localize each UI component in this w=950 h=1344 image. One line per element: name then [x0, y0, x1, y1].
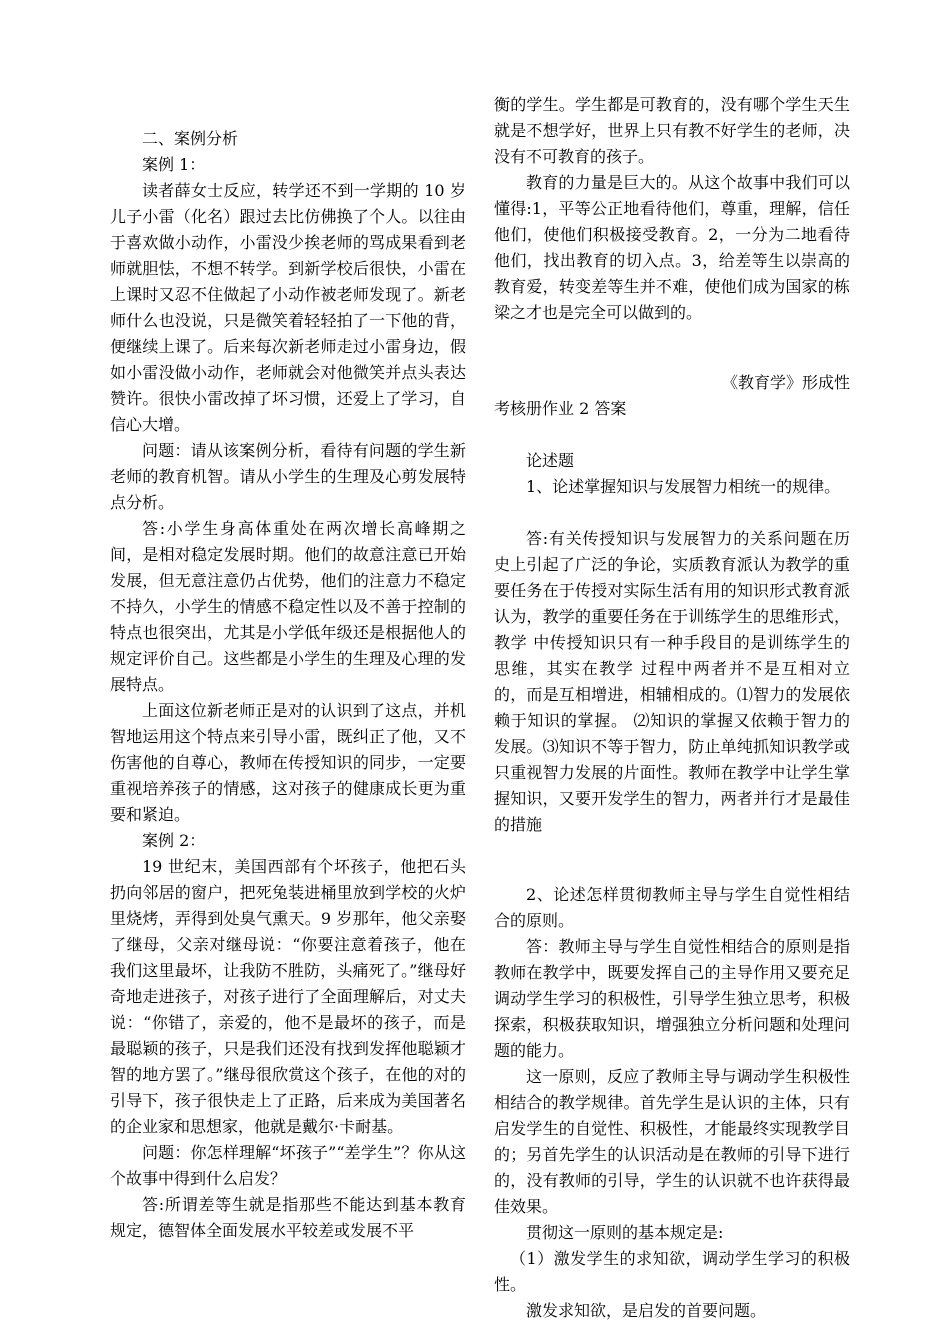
homework-title-line-1: 《教育学》形成性	[721, 373, 850, 392]
answer-2-item-1: （1）激发学生的求知欲，调动学生学习的积极性。	[494, 1249, 850, 1294]
case2-answer-continued: 衡的学生。学生都是可教育的，没有哪个学生天生就是不想学好，世界上只有教不好学生的老师，决没有不可教育的孩子。	[494, 95, 850, 166]
case1-answer: 答:小学生身高体重处在两次增长高峰期之间，是相对稳定发展时期。他们的故意注意已开始发展，但无意注意仍占优势，他们的注意力不稳定不持久，小学生的情感不稳定性以及不善于控制的特点也很突出，尤其是小学低年级还是根据他人的规定评价自己。这些都是小学生的生理及心理的发展特点。	[110, 519, 466, 694]
case1-story: 读者薛女士反应，转学还不到一学期的 10 岁儿子小雷（化名）跟过去比仿佛换了个人。以往由于喜欢做小动作，小雷没少挨老师的骂成果看到老师就胆怯，不想不转学。到新学校后很快，小雷在上课时又忍不住做起了小动作被老师发现了。新老师什么也没说，只是微笑着轻轻拍了一下他的背，便继续上课了。后来每次新老师走过小雷身边，假如小雷没做小动作，老师就会对他微笑并点头表达赞许。很快小雷改掉了坏习惯，还爱上了学习，自信心大增。	[110, 181, 466, 434]
case1-answer-continued: 上面这位新老师正是对的认识到了这点，并机智地运用这个特点来引导小雷，既纠正了他，又不伤害他的自尊心，教师在传授知识的同步，一定要重视培养孩子的情感，这对孩子的健康成长更为重要和紧迫。	[110, 701, 466, 824]
right-column	[494, 92, 850, 1324]
homework-title-line-2: 考核册作业 2 答案	[494, 399, 627, 418]
question-1: 1、论述掌握知识与发展智力相统一的规律。	[526, 477, 841, 496]
answer-2-paragraph-4: 激发求知欲，是启发的首要问题。	[526, 1301, 767, 1320]
section-title: 二、案例分析	[142, 129, 239, 148]
essay-heading: 论述题	[526, 451, 575, 470]
answer-2: 答：教师主导与学生自觉性相结合的原则是指教师在教学中，既要发挥自己的主导作用又要充足调动学生学习的积极性，引导学生独立思考，积极探索，积极获取知识，增强独立分析问题和处理问题的能力。	[494, 937, 850, 1060]
answer-2-paragraph-2: 这一原则，反应了教师主导与调动学生积极性相结合的教学规律。首先学生是认识的主体，只有启发学生的自觉性、积极性，才能最终实现教学目的；另首先学生的认识活动是在教师的引导下进行的，没有教师的引导，学生的认识就不也许获得最佳效果。	[494, 1067, 850, 1216]
case2-answer-paragraph-2: 教育的力量是巨大的。从这个故事中我们可以懂得:1，平等公正地看待他们，尊重，理解，信任他们，使他们积极接受教育。2，一分为二地看待他们，找出教育的切入点。3，给差等生以崇高的教育爱，转变差等生并不难，使他们成为国家的栋梁之才也是完全可以做到的。	[494, 173, 850, 322]
case2-label: 案例 2：	[142, 831, 206, 850]
case2-story: 19 世纪末，美国西部有个坏孩子，他把石头扔向邻居的窗户，把死兔装进桶里放到学校的火炉里烧烤，弄得到处臭气熏天。9 岁那年，他父亲娶了继母，父亲对继母说：“你要注意着孩子，他在我们这里最坏，让我防不胜防，头痛死了。”继母好奇地走进孩子，对孩子进行了全面理解后，对丈夫说：“你错了，亲爱的，他不是最坏的孩子，而是最聪颖的孩子，只是我们还没有找到发挥他聪颖才智的地方罢了。”继母很欣赏这个孩子，在他的对的引导下，孩子很快走上了正路，后来成为美国著名的企业家和思想家，他就是戴尔·卡耐基。	[110, 857, 466, 1136]
case2-answer: 答:所谓差等生就是指那些不能达到基本教育规定，德智体全面发展水平较差或发展不平	[110, 1195, 466, 1240]
question-2: 2、论述怎样贯彻教师主导与学生自觉性相结合的原则。	[494, 885, 850, 930]
case1-question: 问题：请从该案例分析，看待有问题的学生新老师的教育机智。请从小学生的生理及心剪发展特点分析。	[110, 441, 466, 512]
answer-2-paragraph-3: 贯彻这一原则的基本规定是:	[526, 1223, 724, 1242]
left-column	[110, 126, 466, 1244]
case1-label: 案例 1：	[142, 155, 206, 174]
case2-question: 问题：你怎样理解“坏孩子”“差学生”？你从这个故事中得到什么启发？	[110, 1143, 466, 1188]
answer-1: 答:有关传授知识与发展智力的关系问题在历史上引起了广泛的争论，实质教育派认为教学的重要任务在于传授对实际生活有用的知识形式教育派认为，教学的重要任务在于训练学生的思维形式，教学 中传授知识只有一种手段目的是训练学生的思维，其实在教学 过程中两者并不是互相对立的，而是互相增进，相辅相成的。⑴智力的发展依赖于知识的掌握。 ⑵知识的掌握又依赖于智力的发展。⑶知识不等于智力，防止单纯抓知识教学或只重视智力发展的片面性。教师在教学中让学生掌握知识，又要开发学生的智力，两者并行才是最佳的措施	[494, 529, 850, 834]
